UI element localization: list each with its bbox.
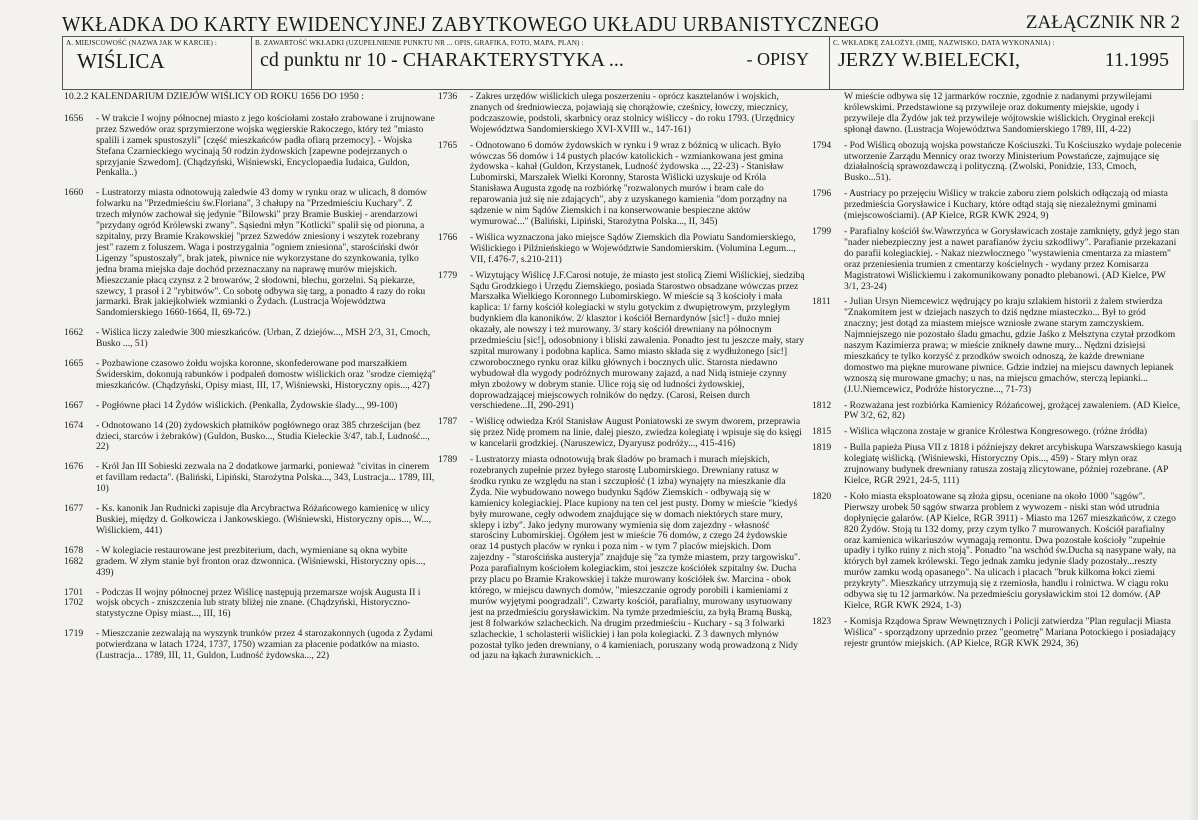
entry-text: - Mieszczanie zezwalają na wyszynk trunków przez 4 starozakonnych (ugoda z Żydami potwierdzana w latach 1724, 1737, 1750) wzamian za płacenie podatków na miasto. (Lustracja... 1789, III, 11, Guldon, Ludność żydowska..., 22): [96, 628, 433, 662]
entry-year: 1789: [438, 454, 458, 466]
entry-text: - Komisja Rządowa Spraw Wewnętrznych i Policji zatwierdza "Plan regulacji Miasta Wiślica" - sporządzony uprzednio przez "geometrę" Mariana Potockiego i posiadający rejestr gruntów miejskich. (AP Kielce, RGR KWK 2924, 36): [844, 615, 1176, 649]
entry-text: - Podczas II wojny północnej przez Wiślicę następują przemarsze wojsk Augusta II i wojsk obcych - zniszczenia lub straty bliżej nie znane. (Chądzyński, Historyczno-statystyczne Opisy miast..., III, 16): [96, 586, 421, 620]
calendar-entry: [438, 455, 806, 662]
calendar-entry: [812, 401, 1182, 423]
column-2: [438, 92, 806, 667]
field-locality: [62, 36, 252, 90]
entry-year: 1719: [64, 628, 84, 640]
entry-text: - Wiślica wyznaczona jako miejsce Sądów Ziemskich dla Powiatu Sandomierskiego, Wiślickiego i Pilźnieńskiego w Województwie Sandomierskim. (Volumina Legum..., VII, f.476-7, s.210-211): [470, 231, 796, 265]
field-contents-caption: B. ZAWARTOŚĆ WKŁADKI (UZUPEŁNIENIE PUNKTU NR ... OPIS, GRAFIKA, FOTO, MAPA, PLAN) :: [255, 39, 584, 47]
entry-year: 1819: [812, 442, 832, 454]
entry-text: - W trakcie I wojny północnej miasto z jego kościołami zostało zrabowane i zrujnowane przez Szwedów oraz sprzymierzone wojska węgierskie Rakoczego, który też "miasto spalili i zamek spustoszyli" [część mieszkańców padła ofiarą przemocy]. - Wojska Stefana Czarnieckiego wycinają 50 rodzin żydowskich [zapewne podejrzanych o sprzyjanie Szwedom]. (Chądzyński, Wiśniewski, Encyclopaedia Iudaica, Guldon, Penkalla..): [96, 112, 435, 179]
entry-text: - Wizytujący Wiślicę J.F.Carosi notuje, że miasto jest stolicą Ziemi Wiślickiej, siedzibą Sądu Grodzkiego i Urzędu Ziemskiego, posiada Starostwo obsadzane wówczas przez Marszałka Wielkiego Koronnego Lubomirskiego. W mieście są 3 kościoły i mała kaplica: 1/ farny kościół kolegiacki w stylu gotyckim z dwupiętrowym, przyległym budynkiem dla kanoników. 2/ klasztor i kościół Bernardynów [sic!] - dużo mniej okazały, ale nowszy i też murowany. 3/ stary kościół drewniany na północnym przedmieściu [sic!], odosobniony i bliski zawalenia. Ponadto jest tu jeszcze mały, stary szpital murowany i podobna kaplica. Samo miasto składa się z wydłużonego [sic!] czworobocznego rynku oraz kilku głównych i bocznych ulic. Starosta niedawno wybudował dla wygody podróżnych murowany zajazd, a nad Nidą istnieje czynny młyn zbożowy w dobrym stanie. Ulice roją się od ludności żydowskiej, doprowadzającej miejscowych rolników do nędzy. (Carosi, Reisen durch verschiedene...II, 290-291): [470, 269, 805, 412]
entry-year: 1667: [64, 399, 84, 411]
entry-text: - Lustratorzy miasta odnotowują zaledwie 43 domy w rynku oraz w ulicach, 8 domów folwarku na "Przedmieściu św.Floriana", 3 chałupy na "Przedmieściu Kuchary". Z trzech młynów zachował się jedynie "Bilowski" przy Bramie Buskiej - arendarzowi "przydany ogród Królewski zwany". Sąsiedni młyn "Kotlicki" spalił się od pioruna, a szpitalny, przy Bramie Krakowskiej "przez Szwedów zniesiony i wszytek rozebrany jest" razem z foluszem. Waga i postrzygalnia "ogniem zniesiona", starościński dwór Ligenzy "spustoszały", brak jatek, piwnice nie wykorzystane do szynkowania, tylko jedna brama miejska daje dochód przeznaczany na naprawę murów miejskich. Mieszczanie płacą czynsz z 2 browarów, 2 słodowni, blechu, gorzelni. Są piekarze, szewcy, 1 prasoł i 2 "rybitwów". Co sobotę odbywa się targ, a ponadto 4 razy do roku jarmarki. Brak jakiejkolwiek wzmianki o Żydach. (Lustracja Województwa Sandomierskiego 1660-1664, II, 69-72.): [96, 187, 427, 319]
entry-year: 1677: [64, 503, 84, 515]
calendar-entry: [64, 359, 436, 392]
entry-text: - Król Jan III Sobieski zezwala na 2 dodatkowe jarmarki, ponieważ "civitas in cinerem et favillam redacta". (Baliński, Lipiński, Starożytna Polska..., 343, Lustracja... 1789, III, 10): [96, 461, 435, 495]
entry-year: 1820: [812, 490, 832, 502]
entry-year: 1796: [812, 188, 832, 200]
entry-text: - Ks. kanonik Jan Rudnicki zapisuje dla Arcybractwa Różańcowego kamienicę w ulicy Buskiej, między d. Gołkowicza i Jankowskiego. (Wiśniewski, Historyczny opis..., W..., Wiślickiem, 441): [96, 503, 432, 536]
page-edge-shadow: [1188, 120, 1198, 820]
entry-text: - Pod Wiślicą obozują wojska powstańcze Kościuszki. Tu Kościuszko wydaje polecenie utworzenie Zarządu Mennicy oraz tworzy Ministerium Powstańcze, zajmujące się działalnością sprawozdawczą i polityczną. (Zwolski, Ponidzie, 133, Cmoch, Busko...51).: [844, 139, 1182, 184]
field-contents-value: cd punktu nr 10 - CHARAKTERYSTYKA ...: [260, 49, 624, 71]
entry-year: 1765: [438, 139, 458, 151]
entry-year: 1660: [64, 187, 84, 199]
calendar-entry: [64, 462, 436, 495]
entry-year: 1823: [812, 615, 832, 627]
column-3-entries: [812, 141, 1182, 650]
field-contents-value-row: [252, 49, 829, 72]
field-locality-caption: A. MIEJSCOWOŚĆ (NAZWA JAK W KARCIE) :: [66, 39, 217, 47]
calendar-entry: [812, 227, 1182, 292]
column-1-entries: [64, 114, 436, 662]
entry-text: - Austriacy po przejęciu Wiślicy w trakcie zaboru ziem polskich odłączają od miasta przedmieścia Gorysławice i Kuchary, które odtąd stają się niezależnymi gminami (miejscowościami). (AP Kielce, RGR KWK 2924, 9): [844, 188, 1168, 222]
entry-year: 1701 1702: [64, 586, 84, 609]
calendar-entry: [438, 233, 806, 266]
entry-text: - Bulla papieża Piusa VII z 1818 i późniejszy dekret arcybiskupa Warszawskiego kasują kolegiatę wiślicką. (Wiśniewski, Historyczny Opis..., 459) - Stary młyn oraz zrujnowany budynek drewniany ratusza zostają zlicytowane, później rozebrane. (AP Kielce, RGR 2921, 24-5, 111): [844, 442, 1182, 486]
field-contents: [252, 36, 830, 90]
entry-year: 1811: [812, 296, 831, 308]
calendar-entry: [64, 504, 436, 537]
entry-text: - Lustratorzy miasta odnotowują brak śladów po bramach i murach miejskich, rozebranych zupełnie przez byłego starostę Lubomirskiego. Drewniany ratusz w środku rynku ze względu na stan i szczupłość (1 izba) wynajęty na mieszkanie dla Żyda. Nie wybudowano nowego budynku Sądów Ziemskich - odbywają się w kamienicy kolegiackiej. Place kupiony na ten cel jest pusty. Domy w mieście "kiedyś były murowane, cegły odwodem znajdujące się w domach niektórych stare mury, sklepy i izby". Jako jedyny murowany wymienia się dom zajezdny - własność starościny Lubomirskiej. Ogółem jest w mieście 76 domów, z czego 24 żydowskie oraz 14 pustych placów w rynku i poza nim - w tym 7 placów miejskich. Dom zajezdny - "starościńska austeryja" znajduje się "za tymże miastem, przy targowisku". Poza parafialnym kościołem kolegiackim, stoi jeszcze kościółek szpitalny św. Ducha przy placu po Bramie Krakowskiej i także murowany kościółek św. Marcina - obok którego, w miejscu dawnych domów, "mieszczanie ogrody porobili i kamieniami z murów wyjętymi poogradzali". Czwarty kościół, parafialny, murowany usytuowany jest na przedmieściu gorysławickim. Na tymże przedmieściu, za byłą Bramą Buską, jest 8 folwarków szlacheckich. Na drugim przedmieściu - Kuchary - są 3 folwarki szlacheckie, 1 scholasterii wiślickiej i łan pola kolegiacki. Z 3 dawnych młynów pozostał tylko jeden drewniany, o 4 kamieniach, poruszany wodą prowadzoną z Nidy od jazu na łąkach żurawnickich. ..: [470, 454, 801, 662]
entry-text: - Wiślica liczy zaledwie 300 mieszkańców. (Urban, Z dziejów..., MSH 2/3, 31, Cmoch, Busko ..., 51): [96, 327, 431, 350]
calendar-entry: [438, 271, 806, 413]
column-1: [64, 92, 436, 671]
calendar-entry: [812, 141, 1182, 185]
entry-text: - Odnotowano 14 (20) żydowskich płatników pogłównego oraz 385 chrześcijan (bez dzieci, starców i żebraków) (Guldon, Busko..., Studia Kieleckie 3/47, tab.I, Ludność..., 22): [96, 419, 430, 453]
entry-text: - Julian Ursyn Niemcewicz wędrujący po kraju szlakiem historii z żalem stwierdza "Znakomitem jest w dziejach naszych to dziś nędzne miasteczko... Był to gród znaczny; jest dotąd za miastem miejsce wzniosłe zwane starym zamczyskiem. Najmniejszego nie pozostało śladu gmachu, gdzie Jaśko z Mełsztyna czytał przodkom naszym Kazimierza prawa; w mieście znikneły dawne mury... Nędzni dzisiejsi mieszkańcy te tylko korzyść z przodków swoich odnoszą, że każde drewniane domostwo ma piękne murowane piwnice. Gdzie indziej na miejscu dawnych lepianek wznoszą się murowane gmachy; u nas, na miejscu gmachów, sterczą lepianki... (J.U.Niemcewicz, Podróże historyczne..., 71-73): [844, 296, 1176, 395]
calendar-entry: [64, 629, 436, 662]
entry-year: 1656: [64, 112, 84, 124]
calendar-entry: [438, 141, 806, 228]
calendar-entry: [64, 188, 436, 319]
entry-text: - Koło miasta eksploatowane są złoża gipsu, oceniane na około 1000 "sągów". Pierwszy urobek 50 sągów stwarza problem z wywozem - niski stan wód utrudnia dopłynięcie galarów. (AP Kielce, RGR 3911) - Miasto ma 1267 mieszkańców, z czego 820 Żydów. Stoją tu 132 domy, przy czym tylko 7 murowanych. Kościół parafialny oraz kamienica wikariuszów wymagają remontu. Dwa pozostałe kościoły "zupełnie upadły i tylko ruiny z nich stoją". Ponadto "na wschód św.Ducha są nasypane wały, na których był zamek królewski. Tego jednak zamku jedynie ślady pozostały...reszty murów zamku wodą opasanego". Na ulicach i placach "bruk kilkoma łokci ziemi przykryty". Mieszkańcy utrzymują się z rzemiosła, handlu i rolnictwa. W ciągu roku odbywa się tu 12 jarmarków. Na przedmieściu gorysławickim stoi 12 domów. (AP Kielce, RGR KWK 2924, 1-3): [844, 490, 1176, 611]
entry-text: - Wiślica włączona zostaje w granice Królestwa Kongresowego. (różne źródła): [844, 426, 1148, 438]
field-locality-value: WIŚLICA: [77, 49, 165, 73]
entry-year: 1676: [64, 461, 84, 473]
field-author-date: 11.1995: [1104, 49, 1169, 71]
calendar-entry: [812, 617, 1182, 650]
entry-year: 1674: [64, 419, 84, 431]
field-author-caption: C. WKŁADKĘ ZAŁOŻYŁ (IMIĘ, NAZWISKO, DATA WYKONANIA) :: [833, 39, 1055, 47]
entry-year: 1736: [438, 91, 458, 102]
entry-year: 1665: [64, 358, 84, 370]
entry-text: - Odnotowano 6 domów żydowskich w rynku i 9 wraz z bóżnicą w ulicach. Było wówczas 56 domów i 14 pustych placów katolickich - wzmiankowana jest gmina żydowska - kahał (Guldon, Krzystanek, Ludność żydowska ..., 22-23) - Stanisław Lubomirski, Marszałek Wielki Koronny, Starosta Wiślicki uzyskuje od Króla Stanisława Augusta zgodę na rozbiórkę "rozwalonych murów i bram cale do reparowania już się nie zdających", aby z uzyskanego kamienia "dom porządny na sądzenie w nim Sądów Ziemskich i na konserwowanie bespieczne aktów wymurować..." (Baliński, Lipiński, Starożytna Polska..., II, 345): [470, 139, 787, 227]
entry-text: - W kolegiacie restaurowane jest prezbiterium, dach, wymieniane są okna wybite gradem. W złym stanie był fronton oraz dzwonnica. (Wiśniewski, Historyczny opis..., 439): [96, 544, 426, 578]
entry-text: - Pogłówne płaci 14 Żydów wiślickich. (Penkalla, Żydowskie ślady..., 99-100): [96, 399, 398, 411]
column-3: [812, 92, 1182, 655]
calendar-entry: [812, 297, 1182, 395]
calendar-entry: [812, 492, 1182, 612]
entry-year: 1815: [812, 426, 832, 438]
calendar-entry: [812, 427, 1182, 438]
entry-year: 1812: [812, 399, 832, 411]
entry-year: 1794: [812, 139, 832, 151]
entry-year: 1662: [64, 327, 84, 339]
entry-text: - Zakres urzędów wiślickich ulega poszerzeniu - oprócz kasztelanów i wojskich, znanych od średniowiecza, pojawiają się chorążowie, cześnicy, łowczy, miecznicy, podczaszowie, podstoli, skarbnicy oraz stolnicy wiśliccy - do roku 1793. (Urzędnicy Województwa Sandomierskiego XVI-XVIII w., 147-161): [470, 91, 795, 135]
calendar-entry: [64, 588, 436, 621]
field-author: [830, 36, 1184, 90]
column-2-entries: [438, 92, 806, 662]
field-author-value-row: [830, 49, 1183, 72]
entry-text: - Pozbawione czasowo żołdu wojska koronne, skonfederowane pod marszałkiem Świderskim, dokonują rabunków i podpaleń domostw wiślickich oraz "srodze ciemiężą" mieszkańców. (Chądzyński, Opisy miast, III, 17, Wiśniewski, Historyczny opis..., 427): [96, 358, 436, 391]
attachment-label: ZAŁĄCZNIK NR 2: [1025, 12, 1180, 33]
entry-year: 1766: [438, 231, 458, 243]
entry-year: 1779: [438, 269, 458, 281]
document-title: WKŁADKA DO KARTY EWIDENCYJNEJ ZABYTKOWEGO UKŁADU URBANISTYCZNEGO: [62, 12, 880, 36]
entry-year: 1678 1682: [64, 544, 84, 567]
calendar-entry: [812, 189, 1182, 222]
calendar-entry: [64, 546, 436, 579]
entry-year: 1787: [438, 416, 458, 428]
field-author-value: JERZY W.BIELECKI,: [838, 49, 1021, 71]
calendar-entry: [64, 114, 436, 179]
title-row: [44, 10, 1194, 36]
calendar-entry: [64, 328, 436, 350]
field-contents-value2: - OPISY: [746, 49, 809, 69]
calendar-entry: [812, 443, 1182, 487]
calendar-entry: [64, 401, 436, 412]
entry-year: 1799: [812, 225, 832, 237]
entry-text: - Parafialny kościół św.Wawrzyńca w Gorysławicach zostaje zamknięty, gdyż jego stan "nader niebezpieczny jest a nawet parafianów życiu szkodliwy". Parafianie przekazani do parafii kolegiackiej. - Nakaz niezwłocznego "wystawienia cmentarza za miastem" oraz przeniesienia trumien z cmentarzy kościelnych - wydany przez Komisarza Magistratowi Wiślickiemu i zakomunikowany ponadto plebanowi. (AD Kielce, PW 3/1, 23-24): [844, 225, 1180, 292]
column-3-continuation: W mieście odbywa się 12 jarmarków rocznie, zgodnie z nadanymi przywilejami królewskimi. Przedstawione są przywileje oraz dokumenty miejskie, ugody i przywileje dla Żydów jak też przywileje wójtowskie wiślickich. Oryginał erekcji spłonął dawno. (Lustracja Województwa Sandomierskiego 1789, III, 4-22): [844, 91, 1155, 135]
calendar-entry: [64, 421, 436, 454]
calendar-entry: [438, 417, 806, 450]
entry-text: - Wiślicę odwiedza Król Stanisław August Poniatowski ze swym dworem, przeprawia się przez Nidę promem na linie, dalej pieszo, zwiedza kolegiatę i wpisuje się do księgi w kancelarii grodzkiej. (Naruszewicz, Dyaryusz podróży..., 415-416): [470, 416, 802, 450]
entry-text: - Rozważana jest rozbiórka Kamienicy Różańcowej, grożącej zawaleniem. (AD Kielce, PW 3/2, 62, 82): [844, 399, 1181, 422]
section-title: 10.2.2 KALENDARIUM DZIEJÓW WIŚLICY OD ROKU 1656 DO 1950 :: [64, 91, 364, 102]
calendar-entry: [438, 92, 806, 136]
